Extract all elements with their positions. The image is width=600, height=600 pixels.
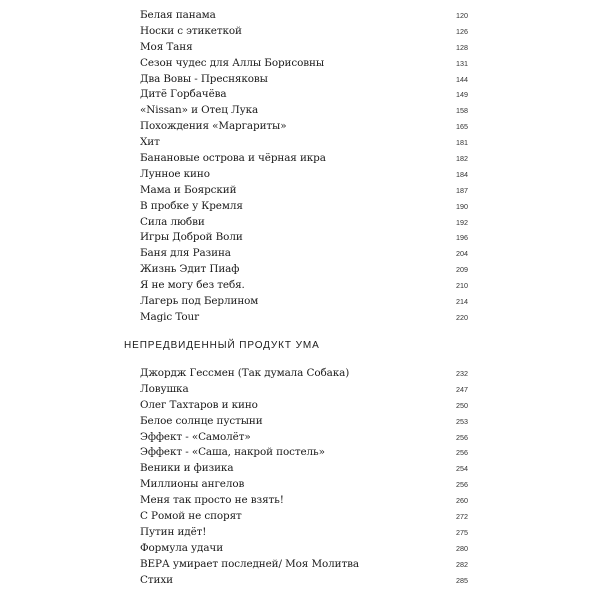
toc-entry <box>140 310 468 326</box>
toc-entry-title: Эффект - «Саша, накрой постель» <box>140 446 325 459</box>
toc-entry-page-number: 280 <box>456 543 468 553</box>
toc-entry-page-number: 260 <box>456 496 468 506</box>
toc-entry-title: ВЕРА умирает последней/ Моя Молитва <box>140 557 359 570</box>
toc-entry-title: Хит <box>140 136 160 149</box>
toc-entry-title: Сила любви <box>140 215 205 228</box>
section-heading: НЕПРЕДВИДЕННЫЙ ПРОДУКТ УМА <box>124 340 320 351</box>
toc-entry-page-number: 256 <box>456 448 468 458</box>
toc-entry-page-number: 256 <box>456 480 468 490</box>
toc-entry <box>140 230 468 246</box>
toc-entry-title: «Nissan» и Отец Лука <box>140 104 259 117</box>
toc-entry <box>140 430 468 446</box>
toc-entry-title: Игры Доброй Воли <box>140 231 243 244</box>
toc-list-part-one <box>140 8 468 326</box>
toc-entry-page-number: 187 <box>456 185 468 195</box>
toc-entry <box>140 445 468 461</box>
toc-entry-title: Я не могу без тебя. <box>140 279 245 292</box>
toc-entry-page-number: 214 <box>456 297 468 307</box>
toc-entry <box>140 398 468 414</box>
toc-entry <box>140 366 468 382</box>
toc-entry-title: С Ромой не спорят <box>140 510 242 523</box>
toc-entry <box>140 215 468 231</box>
toc-entry-page-number: 192 <box>456 217 468 227</box>
toc-entry <box>140 183 468 199</box>
toc-entry-title: Лунное кино <box>140 167 210 180</box>
toc-entry-page-number: 254 <box>456 464 468 474</box>
toc-entry-title: Баня для Разина <box>140 247 231 260</box>
toc-entry-page-number: 256 <box>456 432 468 442</box>
toc-entry <box>140 461 468 477</box>
toc-entry-page-number: 209 <box>456 265 468 275</box>
toc-entry-title: Веники и физика <box>140 462 234 475</box>
toc-entry <box>140 414 468 430</box>
toc-entry <box>140 40 468 56</box>
toc-entry-title: Похождения «Маргариты» <box>140 120 287 133</box>
toc-entry-page-number: 165 <box>456 122 468 132</box>
toc-entry <box>140 262 468 278</box>
toc-entry-title: Magic Tour <box>140 310 199 323</box>
toc-entry <box>140 246 468 262</box>
toc-entry-page-number: 190 <box>456 201 468 211</box>
toc-entry-title: Миллионы ангелов <box>140 478 245 491</box>
toc-entry-page-number: 144 <box>456 74 468 84</box>
toc-entry <box>140 87 468 103</box>
toc-entry-title: Моя Таня <box>140 40 193 53</box>
toc-entry-title: В пробке у Кремля <box>140 199 243 212</box>
toc-entry-title: Два Вовы - Пресняковы <box>140 72 268 85</box>
toc-entry-page-number: 282 <box>456 559 468 569</box>
toc-entry <box>140 151 468 167</box>
toc-entry-page-number: 275 <box>456 527 468 537</box>
toc-entry-title: Мама и Боярский <box>140 183 237 196</box>
toc-entry-page-number: 196 <box>456 233 468 243</box>
toc-entry <box>140 56 468 72</box>
toc-entry <box>140 103 468 119</box>
toc-entry-title: Сезон чудес для Аллы Борисовны <box>140 56 324 69</box>
toc-entry-title: Ловушка <box>140 382 189 395</box>
toc-list-part-two <box>140 366 468 588</box>
toc-entry-page-number: 184 <box>456 169 468 179</box>
toc-entry-page-number: 181 <box>456 138 468 148</box>
toc-entry-page-number: 149 <box>456 90 468 100</box>
toc-entry-page-number: 126 <box>456 26 468 36</box>
toc-entry <box>140 278 468 294</box>
toc-entry-title: Джордж Гессмен (Так думала Собака) <box>140 367 350 379</box>
toc-entry-title: Эффект - «Самолёт» <box>140 430 251 443</box>
toc-entry-page-number: 120 <box>456 11 468 20</box>
toc-entry <box>140 525 468 541</box>
toc-entry-page-number: 204 <box>456 249 468 259</box>
toc-entry <box>140 119 468 135</box>
toc-entry-page-number: 250 <box>456 400 468 410</box>
toc-entry-page-number: 210 <box>456 281 468 291</box>
toc-entry-title: Лагерь под Берлином <box>140 295 259 308</box>
toc-entry-page-number: 158 <box>456 106 468 116</box>
toc-entry-title: Стихи <box>140 573 173 586</box>
toc-entry-title: Носки с этикеткой <box>140 24 242 37</box>
toc-entry-title: Дитё Горбачёва <box>140 88 227 101</box>
toc-entry <box>140 509 468 525</box>
toc-entry <box>140 72 468 88</box>
toc-entry-page-number: 247 <box>456 384 468 394</box>
toc-entry <box>140 167 468 183</box>
toc-entry-page-number: 128 <box>456 42 468 52</box>
toc-entry <box>140 199 468 215</box>
toc-entry-title: Формула удачи <box>140 541 224 554</box>
toc-entry <box>140 557 468 573</box>
toc-entry-title: Белая панама <box>140 9 216 21</box>
toc-entry <box>140 541 468 557</box>
toc-entry <box>140 573 468 589</box>
toc-entry <box>140 135 468 151</box>
toc-entry-page-number: 272 <box>456 512 468 522</box>
toc-entry-title: Олег Тахтаров и кино <box>140 398 258 411</box>
toc-entry-title: Белое солнце пустыни <box>140 414 263 427</box>
toc-entry <box>140 8 468 24</box>
toc-entry-page-number: 220 <box>456 312 468 322</box>
toc-entry-page-number: 131 <box>456 58 468 68</box>
toc-entry <box>140 477 468 493</box>
toc-entry-page-number: 232 <box>456 369 468 378</box>
toc-entry <box>140 382 468 398</box>
toc-entry <box>140 493 468 509</box>
toc-entry-page-number: 182 <box>456 154 468 164</box>
toc-entry-title: Путин идёт! <box>140 525 207 538</box>
toc-entry-title: Меня так просто не взять! <box>140 494 284 507</box>
toc-entry-title: Жизнь Эдит Пиаф <box>140 263 240 276</box>
toc-entry <box>140 294 468 310</box>
toc-entry-page-number: 253 <box>456 416 468 426</box>
toc-entry-page-number: 285 <box>456 575 468 585</box>
toc-entry <box>140 24 468 40</box>
toc-entry-title: Банановые острова и чёрная икра <box>140 152 326 165</box>
